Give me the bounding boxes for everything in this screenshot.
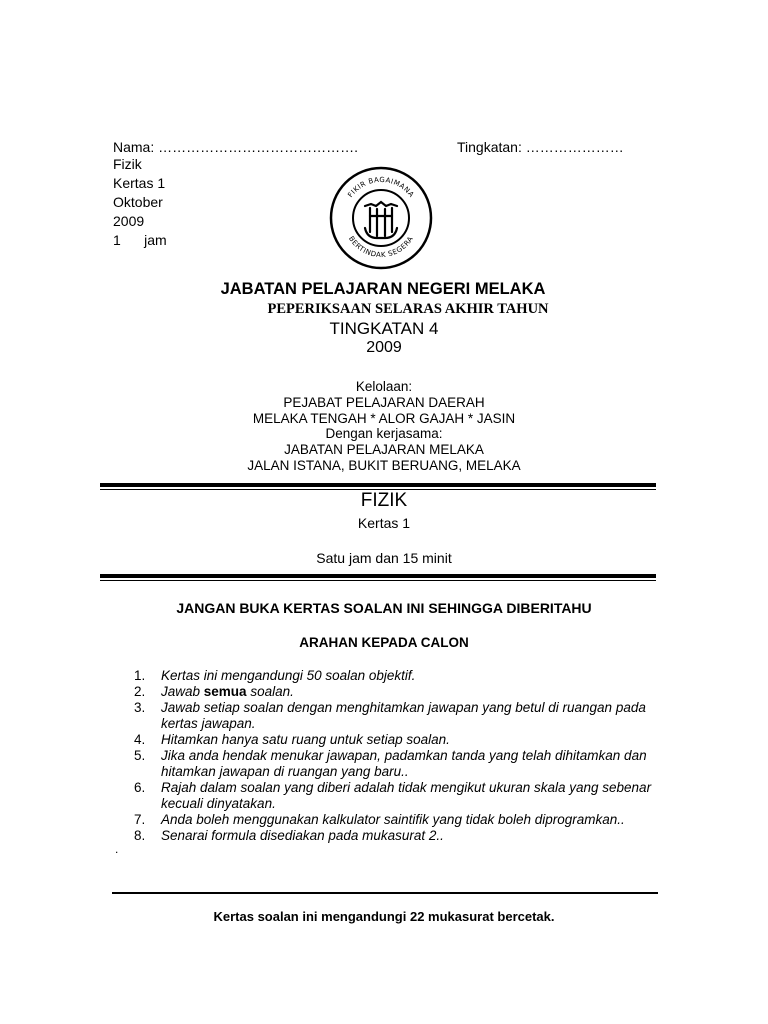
exam-year: 2009: [366, 339, 402, 356]
list-item: 7. Anda boleh menggunakan kalkulator saintifik yang tidak boleh diprogramkan..: [134, 812, 625, 827]
list-item: 1. Kertas ini mengandungi 50 soalan objektif.: [134, 668, 416, 683]
form-level: TINGKATAN 4: [329, 319, 439, 338]
list-item: 4. Hitamkan hanya satu ruang untuk setiap soalan.: [134, 732, 450, 747]
name-field: Nama: …………………………………….: [113, 139, 359, 155]
footer-divider: [112, 892, 658, 894]
partner-label: Dengan kerjasama:: [325, 426, 443, 441]
divider-thin: [100, 580, 656, 581]
paper-meta: [113, 155, 167, 250]
list-item: 6. Rajah dalam soalan yang diberi adalah tidak mengikut ukuran skala yang sebenar kecuali dinyatakan.: [134, 780, 652, 811]
exam-title: PEPERIKSAAN SELARAS AKHIR TAHUN: [267, 301, 549, 317]
department-title: JABATAN PELAJARAN NEGERI MELAKA: [220, 280, 546, 298]
warning-text: JANGAN BUKA KERTAS SOALAN INI SEHINGGA DIBERITAHU: [176, 600, 592, 616]
managed-by-label: Kelolaan:: [355, 379, 413, 394]
stray-mark: .: [115, 842, 119, 856]
partner-name: JABATAN PELAJARAN MELAKA: [284, 442, 484, 457]
instructions-list: [134, 668, 654, 844]
meta-subject: Fizik: [113, 156, 142, 172]
divider-thick: [100, 483, 656, 487]
meta-year: 2009: [113, 213, 145, 229]
list-item: 5. Jika anda hendak menukar jawapan, padamkan tanda yang telah dihitamkan dan hitamkan jawapan di ruangan yang baru..: [134, 748, 647, 779]
divider-thick: [100, 574, 656, 578]
partner-address: JALAN ISTANA, BUKIT BERUANG, MELAKA: [247, 458, 521, 473]
crest-logo: [329, 166, 433, 270]
meta-paper: Kertas 1: [113, 175, 166, 191]
paper-label: Kertas 1: [357, 515, 411, 531]
meta-duration: 1 jam: [113, 232, 167, 248]
duration-label: Satu jam dan 15 minit: [316, 550, 452, 566]
list-item: 2. Jawab semua soalan.: [134, 684, 294, 699]
district-office: PEJABAT PELAJARAN DAERAH: [283, 395, 485, 410]
crest-motto-top: FIKIR BAGAIMANA: [346, 175, 416, 199]
page-count-footer: Kertas soalan ini mengandungi 22 mukasurat bercetak.: [213, 909, 555, 924]
form-field: Tingkatan: …………………: [457, 139, 624, 155]
list-item: 3. Jawab setiap soalan dengan menghitamkan jawapan yang betul di ruangan pada kertas jawapan.: [134, 700, 646, 731]
crest-motto-bottom: BERTINDAK SEGERA: [346, 234, 416, 260]
list-item: 8. Senarai formula disediakan pada mukasurat 2..: [134, 828, 444, 843]
subject-title: FIZIK: [360, 490, 408, 511]
districts: MELAKA TENGAH * ALOR GAJAH * JASIN: [252, 411, 516, 426]
instructions-heading: ARAHAN KEPADA CALON: [299, 635, 469, 650]
meta-month: Oktober: [113, 194, 163, 210]
